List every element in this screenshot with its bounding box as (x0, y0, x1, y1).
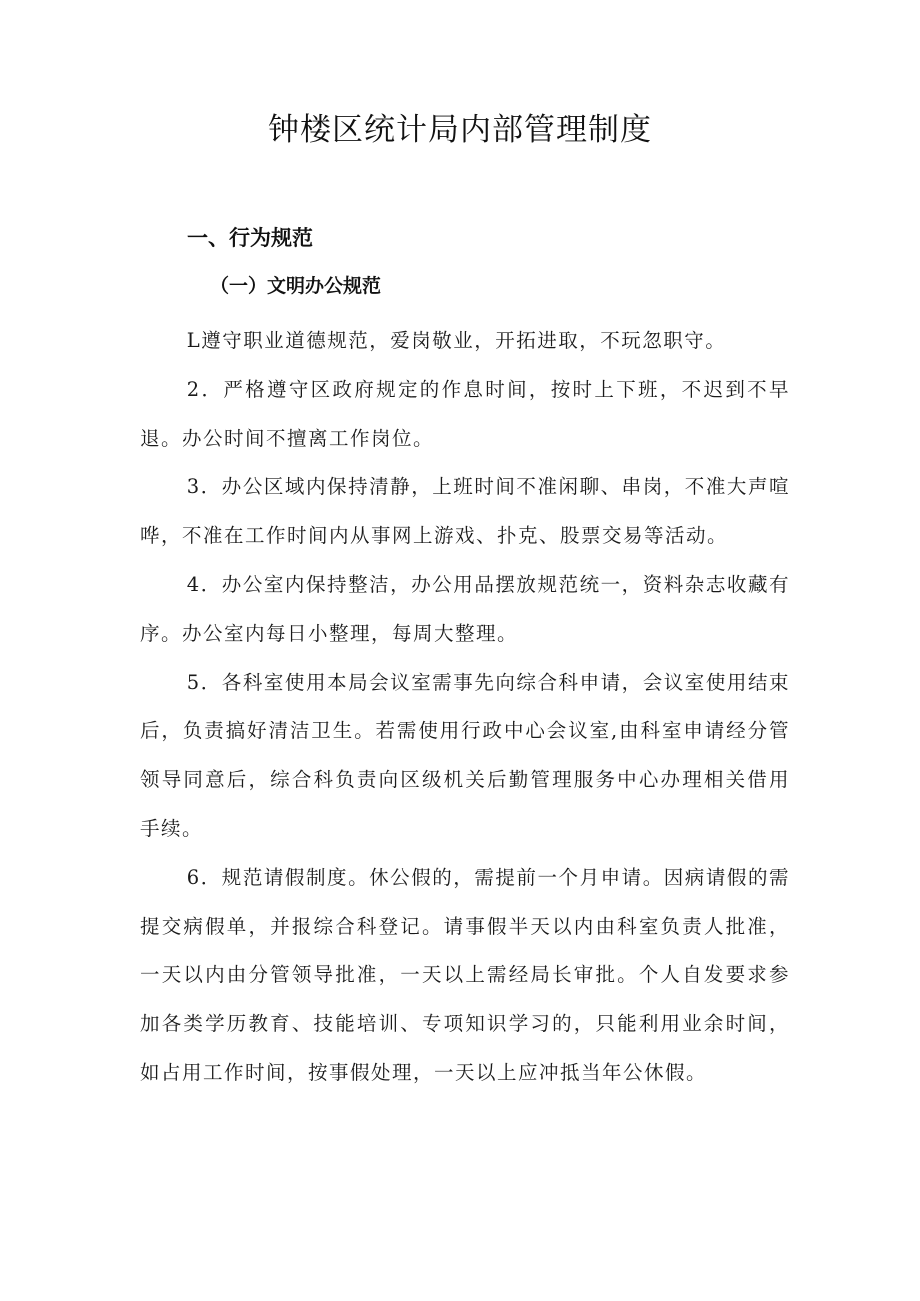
paragraph-2: 2．严格遵守区政府规定的作息时间，按时上下班，不迟到不早退。办公时间不擅离工作岗位。 (140, 377, 790, 450)
paragraph-4: 4．办公室内保持整洁，办公用品摆放规范统一，资料杂志收藏有序。办公室内每日小整理，每周大整理。 (140, 572, 790, 645)
section-heading: 一、行为规范 (187, 226, 313, 250)
paragraph-5: 5．各科室使用本局会议室需事先向综合科申请，会议室使用结束后，负责搞好清洁卫生。若需使用行政中心会议室,由科室申请经分管领导同意后，综合科负责向区级机关后勤管理服务中心办理相关借用手续。 (140, 670, 790, 840)
paragraph-3: 3．办公区域内保持清静，上班时间不准闲聊、串岗，不准大声喧哗，不准在工作时间内从事网上游戏、扑克、股票交易等活动。 (140, 475, 790, 548)
paragraph-1: L遵守职业道德规范，爱岗敬业，开拓进取，不玩忽职守。 (186, 329, 727, 352)
subsection-heading: （一）文明办公规范 (210, 275, 382, 297)
document-title: 钟楼区统计局内部管理制度 (268, 112, 652, 148)
document-body (140, 317, 790, 1098)
paragraph-6: 6．规范请假制度。休公假的，需提前一个月申请。因病请假的需提交病假单，并报综合科登记。请事假半天以内由科室负责人批准，一天以内由分管领导批准，一天以上需经局长审批。个人自发要求参加各类学历教育、技能培训、专项知识学习的，只能利用业余时间，如占用工作时间，按事假处理，一天以上应冲抵当年公休假。 (140, 865, 790, 1084)
